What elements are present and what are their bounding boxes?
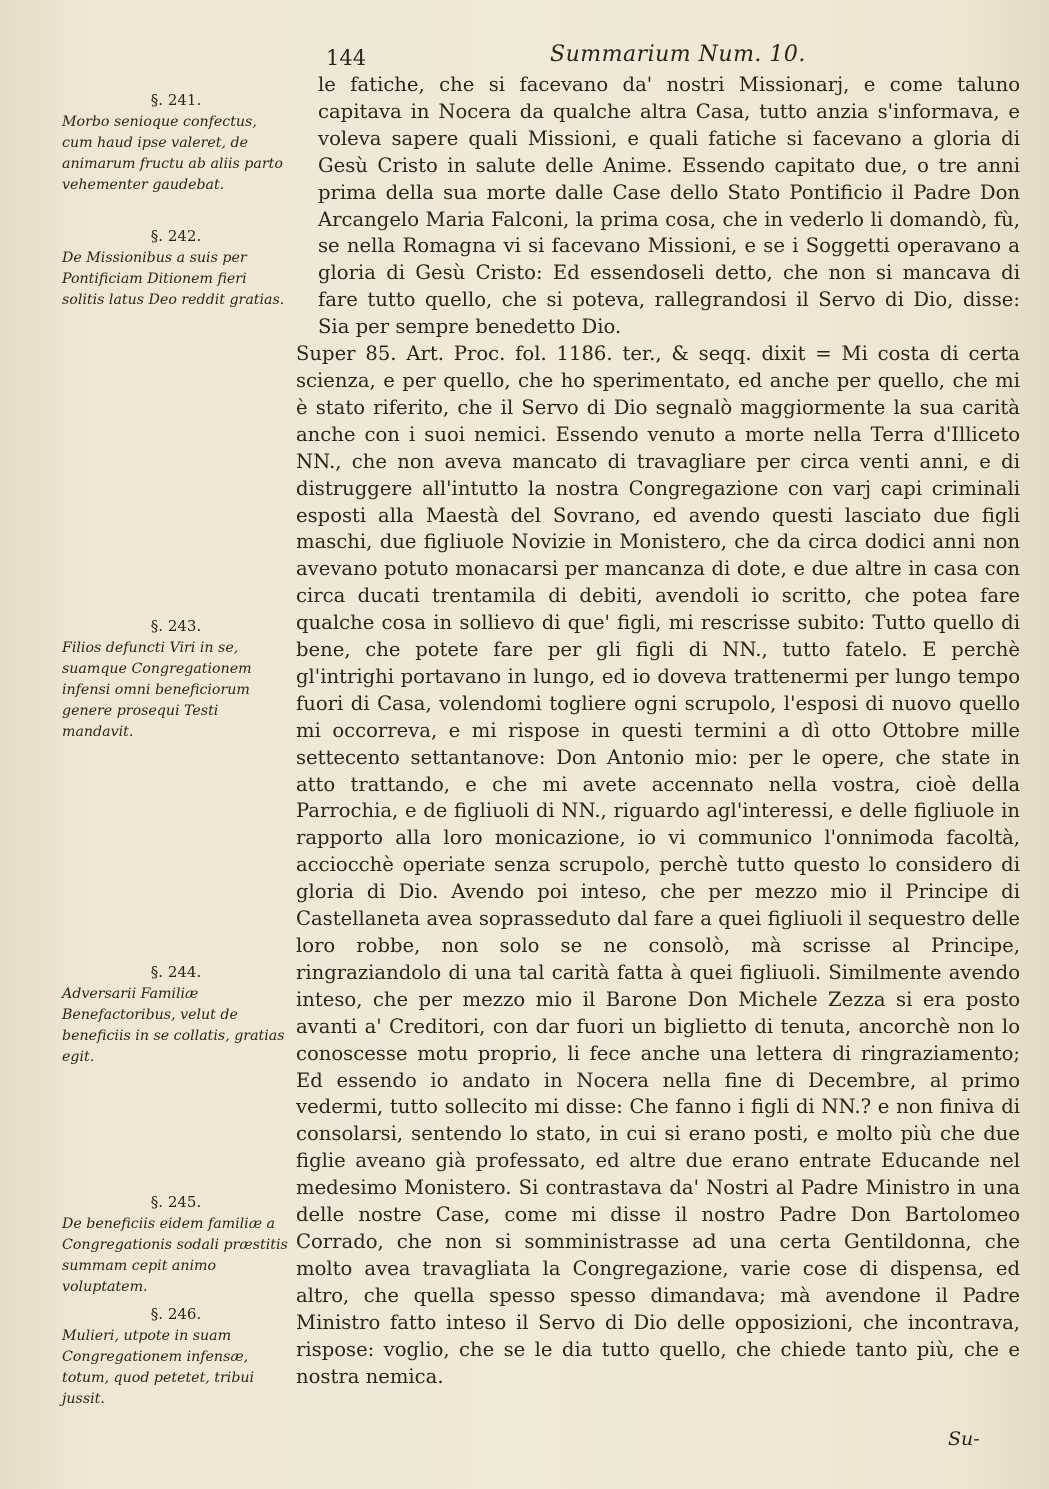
margin-note-241 [62, 90, 290, 196]
margin-section-number: §. 241. [150, 91, 202, 109]
margin-section-number: §. 244. [150, 963, 202, 981]
margin-note-246 [62, 1304, 290, 1410]
margin-note-text: Adversarii Familiæ Benefactoribus, velut de beneficiis in se collatis, gratias egit. [62, 986, 285, 1065]
body-paragraph: le fatiche, che si facevano da' nostri Missionarj, e come taluno capitava in Nocera da qualche altra Casa, tutto anzia s'informava, e voleva sapere quali Missioni, e quali fatiche si facevano a gloria di Gesù Cristo in salute delle Anime. Essendo capitato due, o tre anni prima della sua morte dalle Case dello Stato Pontificio il Padre Don Arcangelo Maria Falconi, la prima cosa, che in vederlo li domandò, fù, se nella Romagna vi si facevano Missioni, e se i Soggetti operavano a gloria di Gesù Cristo: Ed essendoseli detto, che non si mancava di fare tutto quello, che si poteva, rallegrandosi il Servo di Dio, disse: Sia per sempre benedetto Dio. [318, 73, 1020, 339]
catchword: Su- [948, 1428, 980, 1450]
margin-note-245 [62, 1192, 290, 1298]
margin-section-number: §. 246. [150, 1305, 202, 1323]
margin-note-text: Mulieri, utpote in suam Congregationem infensæ, totum, quod petetet, tribui jussit. [62, 1328, 255, 1407]
page-header [318, 40, 1018, 70]
margin-note-text: Filios defuncti Viri in se, suamque Congregationem infensi omni beneficiorum genere prosequi Testi mandavit. [62, 640, 252, 740]
main-text [296, 72, 1020, 1390]
margin-section-number: §. 243. [150, 617, 202, 635]
page-number: 144 [326, 46, 367, 70]
margin-section-number: §. 242. [150, 227, 202, 245]
body-paragraph: Super 85. Art. Proc. fol. 1186. ter., & seqq. dixit = Mi costa di certa scienza, e per quello, che ho sperimentato, ed anche per quello, che mi è stato riferito, che il Servo di Dio segnalò maggiormente la sua carità anche con i suoi nemici. Essendo venuto a morte nella Terra d'Illiceto NN., che non aveva mancato di travagliare per circa venti anni, e di distruggere all'intutto la nostra Congregazione con varj capi criminali esposti alla Maestà del Sovrano, ed avendo questi lasciato due figli maschi, due figliuole Novizie in Monistero, che da circa dodici anni non avevano potuto monacarsi per mancanza di dote, e due altre in casa con circa ducati trentamila di debiti, avendoli io scritto, che potea fare qualche cosa in sollievo di que' figli, mi rescrisse subito: Tutto quello di bene, che potete fare per gli figli di NN., tutto fatelo. E perchè gl'intrighi portavano in lungo, ed io doveva trattenermi per lungo tempo fuori di Casa, volendomi togliere ogni scrupolo, l'esposi di nuovo quello mi occorreva, e mi rispose in questi termini a dì otto Ottobre mille settecento settantanove: Don Antonio mio: per le opere, che state in atto trattando, e che mi avete accennato nella vostra, cioè della Parrochia, e de figliuoli di NN., riguardo agl'interessi, e delle figliuole in rapporto alla loro monicazione, io vi communico l'onnimoda facoltà, acciocchè operiate senza scrupolo, perchè tutto questo lo considero di gloria di Dio. Avendo poi inteso, che per mezzo mio il Principe di Castellaneta avea soprasseduto dal fare a quei figliuoli il sequestro delle loro robbe, non solo se ne consolò, mà scrisse al Principe, ringraziandolo di una tal carità fatta à quei figliuoli. Similmente avendo inteso, che per mezzo mio il Barone Don Michele Zezza si era posto avanti a' Creditori, con dar fuori un biglietto di tenuta, ancorchè non lo conoscesse motu proprio, li fece anche una lettera di ringraziamento; Ed essendo io andato in Nocera nella fine di Decembre, al primo vedermi, tutto sollecito mi disse: Che fanno i figli di NN.? e non finiva di consolarsi, sentendo lo stato, in cui si erano posti, e molto più che due figlie aveano già professato, ed altre due erano entrate Educande nel medesimo Monistero. Si contrastava da' Nostri al Padre Ministro in una delle nostre Case, come mi disse il nostro Padre Don Bartolomeo Corrado, che non si somministrasse ad una certa Gentildonna, che molto avea travagliata la Congregazione, varie cose di dispensa, ed altro, che quella spesso spesso dimandava; mà avendone il Padre Ministro fatto inteso il Servo di Dio delle opposizioni, che incontrava, rispose: voglio, che se le dia tutto quello, che chiede tanto più, che e nostra nemica. [296, 342, 1020, 1388]
margin-note-text: De beneficiis eidem familiæ a Congregationis sodali præstitis summam cepit animo voluptatem. [62, 1216, 288, 1295]
running-head: Summarium Num. 10. [550, 42, 806, 67]
margin-note-242 [62, 226, 290, 311]
margin-note-text: De Missionibus a suis per Pontificiam Ditionem fieri solitis latus Deo reddit gratias. [62, 250, 285, 308]
margin-note-text: Morbo senioque confectus, cum haud ipse valeret, de animarum fructu ab aliis parto vehementer gaudebat. [62, 114, 283, 193]
margin-note-243 [62, 616, 290, 743]
margin-note-244 [62, 962, 290, 1068]
margin-section-number: §. 245. [150, 1193, 202, 1211]
